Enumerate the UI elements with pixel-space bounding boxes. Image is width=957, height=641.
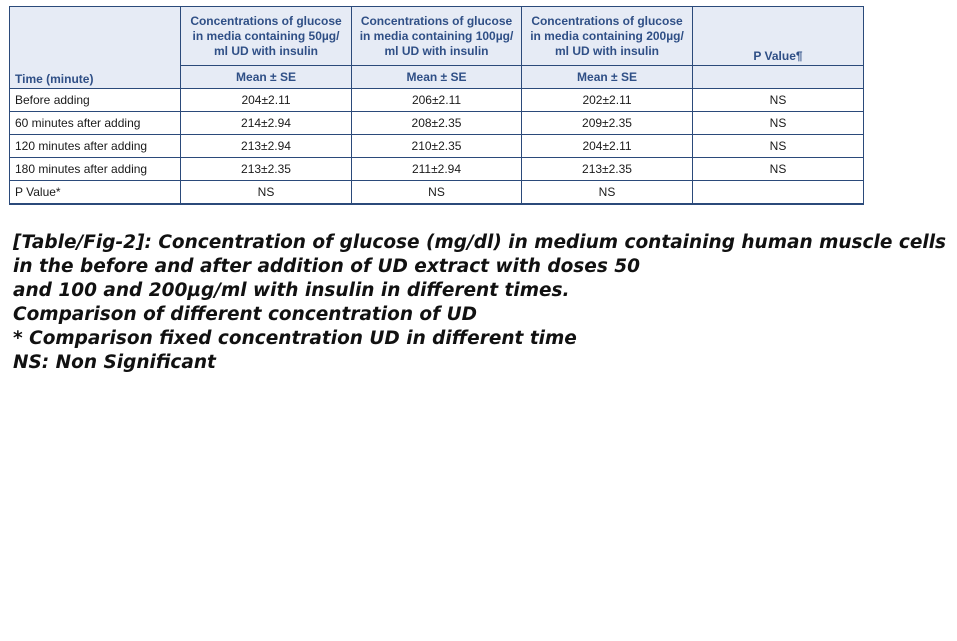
cell-200ug: 204±2.11	[522, 135, 693, 158]
caption-line: Comparison of different concentration of UD	[13, 304, 478, 325]
cell-100ug: 211±2.94	[352, 158, 522, 181]
header-50ug: Concentrations of glucose in media containing 50µg/ ml UD with insulin	[181, 7, 352, 66]
caption-line: [Table/Fig-2]: Concentration of glucose (mg/dl) in medium containing human muscle cells	[13, 232, 947, 253]
header-p-value: P Value¶	[693, 7, 864, 66]
cell-50ug: NS	[181, 181, 352, 205]
results-table	[9, 6, 864, 205]
table-row	[10, 181, 864, 205]
cell-p-value: NS	[693, 112, 864, 135]
cell-200ug: 202±2.11	[522, 89, 693, 112]
header-200ug: Concentrations of glucose in media containing 200µg/ ml UD with insulin	[522, 7, 693, 66]
table-row	[10, 135, 864, 158]
cell-100ug: 208±2.35	[352, 112, 522, 135]
header-row	[10, 7, 864, 66]
caption-line: * Comparison fixed concentration UD in different time	[13, 328, 577, 349]
table-row	[10, 112, 864, 135]
caption-line: in the before and after addition of UD extract with doses 50	[13, 256, 641, 277]
row-label: 120 minutes after adding	[10, 135, 181, 158]
table-row	[10, 158, 864, 181]
subheader-empty	[693, 66, 864, 89]
subheader-mean-se-200: Mean ± SE	[522, 66, 693, 89]
cell-50ug: 214±2.94	[181, 112, 352, 135]
cell-200ug: NS	[522, 181, 693, 205]
row-label: Before adding	[10, 89, 181, 112]
header-100ug: Concentrations of glucose in media containing 100µg/ ml UD with insulin	[352, 7, 522, 66]
cell-p-value: NS	[693, 89, 864, 112]
caption-line: and 100 and 200µg/ml with insulin in different times.	[13, 280, 570, 301]
cell-50ug: 213±2.35	[181, 158, 352, 181]
cell-p-value	[693, 181, 864, 205]
cell-200ug: 213±2.35	[522, 158, 693, 181]
cell-100ug: 206±2.11	[352, 89, 522, 112]
subheader-mean-se-50: Mean ± SE	[181, 66, 352, 89]
row-label: 60 minutes after adding	[10, 112, 181, 135]
cell-200ug: 209±2.35	[522, 112, 693, 135]
caption-line: NS: Non Significant	[13, 352, 216, 373]
row-label: 180 minutes after adding	[10, 158, 181, 181]
cell-50ug: 204±2.11	[181, 89, 352, 112]
header-time: Time (minute)	[10, 7, 181, 89]
subheader-mean-se-100: Mean ± SE	[352, 66, 522, 89]
table-row	[10, 89, 864, 112]
cell-p-value: NS	[693, 158, 864, 181]
cell-100ug: 210±2.35	[352, 135, 522, 158]
cell-100ug: NS	[352, 181, 522, 205]
cell-p-value: NS	[693, 135, 864, 158]
cell-50ug: 213±2.94	[181, 135, 352, 158]
table-caption	[13, 231, 947, 375]
row-label: P Value*	[10, 181, 181, 205]
